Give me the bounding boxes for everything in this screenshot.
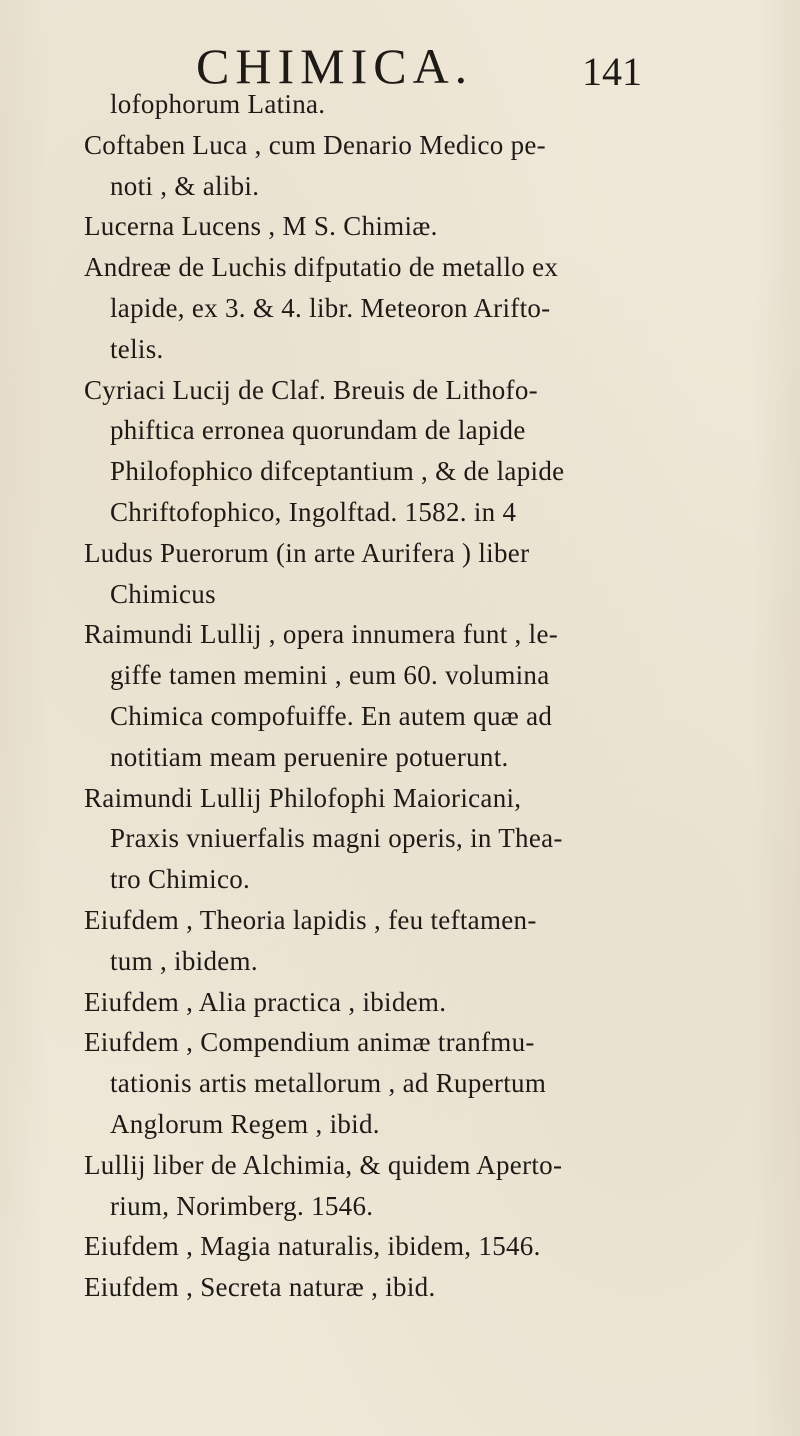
text-line: Eiufdem , Theoria lapidis , feu teftamen- bbox=[84, 904, 537, 935]
text-line: tum , ibidem. bbox=[110, 945, 258, 976]
text-line: Cyriaci Lucij de Claf. Breuis de Lithofo- bbox=[84, 374, 538, 405]
text-line: lofophorum Latina. bbox=[110, 89, 326, 119]
text-line: Ludus Puerorum (in arte Aurifera ) liber bbox=[84, 537, 530, 568]
bibliography-text bbox=[84, 84, 724, 1308]
text-line: Eiufdem , Alia practica , ibidem. bbox=[84, 986, 447, 1017]
text-line: phiftica erronea quorundam de lapide bbox=[110, 415, 526, 446]
text-line: noti , & alibi. bbox=[110, 170, 260, 201]
text-line: Eiufdem , Magia naturalis, ibidem, 1546. bbox=[84, 1231, 541, 1262]
text-line: Raimundi Lullij , opera innumera funt , le- bbox=[84, 619, 559, 650]
text-line: Chimica compofuiffe. En autem quæ ad bbox=[110, 700, 553, 731]
text-line: tro Chimico. bbox=[110, 864, 251, 895]
text-line: giffe tamen memini , eum 60. volumina bbox=[110, 660, 550, 691]
text-line: telis. bbox=[110, 333, 164, 364]
text-line: Philofophico difceptantium , & de lapide bbox=[110, 456, 565, 487]
text-line: Chimicus bbox=[110, 578, 216, 609]
text-line: Lucerna Lucens , M S. Chimiæ. bbox=[84, 211, 438, 242]
text-line: Chriftofophico, Ingolftad. 1582. in 4 bbox=[110, 496, 517, 527]
running-title: CHIMICA. bbox=[196, 38, 474, 94]
text-line: Andreæ de Luchis difputatio de metallo ex bbox=[84, 252, 559, 283]
text-line: Eiufdem , Compendium animæ tranfmu- bbox=[84, 1027, 535, 1058]
text-line: rium, Norimberg. 1546. bbox=[110, 1190, 374, 1221]
text-line: notitiam meam peruenire potuerunt. bbox=[110, 741, 509, 772]
text-line: lapide, ex 3. & 4. libr. Meteoron Arifto- bbox=[110, 292, 551, 323]
page-number: 141 bbox=[582, 49, 642, 94]
text-line: Lullij liber de Alchimia, & quidem Aperto- bbox=[84, 1149, 563, 1180]
text-line: Anglorum Regem , ibid. bbox=[110, 1108, 380, 1139]
text-line: Coftaben Luca , cum Denario Medico pe- bbox=[84, 129, 546, 160]
text-line: Eiufdem , Secreta naturæ , ibid. bbox=[84, 1272, 436, 1303]
text-line: Praxis vniuerfalis magni operis, in Thea- bbox=[110, 823, 563, 854]
text-line: tationis artis metallorum , ad Rupertum bbox=[110, 1068, 547, 1099]
text-line: Raimundi Lullij Philofophi Maioricani, bbox=[84, 782, 522, 813]
